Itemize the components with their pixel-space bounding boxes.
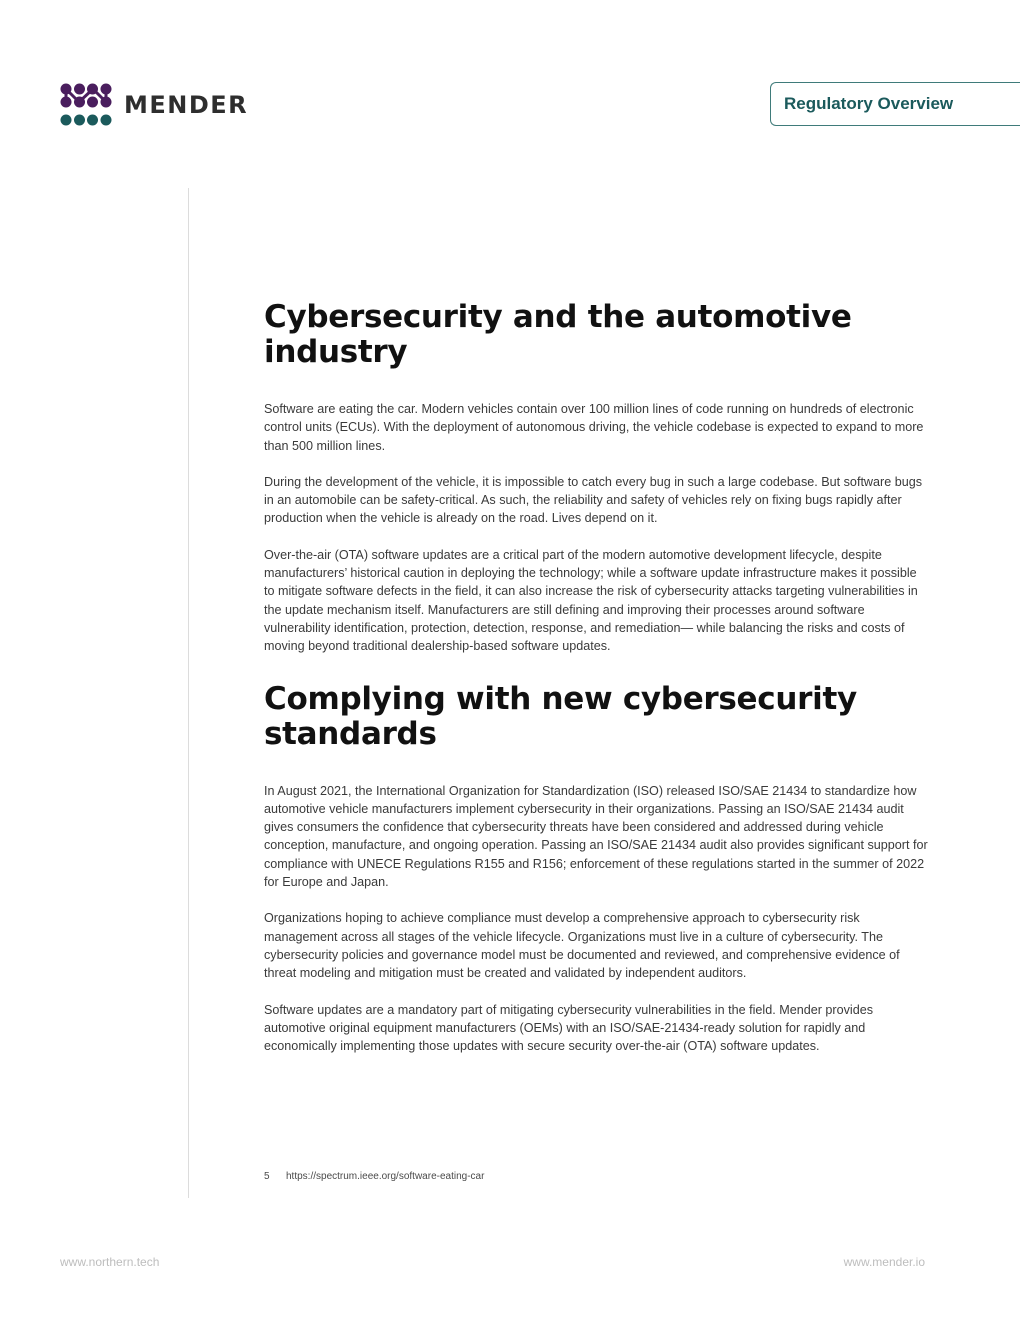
section-title-standards: Complying with new cybersecurity standards — [264, 680, 857, 752]
paragraph: Organizations hoping to achieve compliance must develop a comprehensive approach to cybersecurity risk management across all stages of the vehicle lifecycle. Organizations must live in a culture of cybersecurity. The cybersecurity policies and governance model must be documented and reviewed, and comprehensive evidence of threat modeling and mitigation must be created and validated by independent auditors. — [264, 911, 900, 981]
footer-link-mender[interactable]: www.mender.io — [843, 1255, 925, 1269]
main-content — [264, 300, 929, 1055]
footer-link-northern[interactable]: www.northern.tech — [60, 1255, 160, 1269]
logo-wordmark: MENDER — [124, 91, 249, 119]
footnote-link[interactable]: https://spectrum.ieee.org/software-eating-car — [286, 1171, 485, 1182]
mender-logo — [60, 82, 248, 128]
paragraph: Software are eating the car. Modern vehicles contain over 100 million lines of code running on hundreds of electronic control units (ECUs). With the deployment of autonomous driving, the vehicle codebase is expected to expand to more than 500 million lines. — [264, 402, 924, 453]
document-type-tag: Regulatory Overview — [770, 82, 1020, 126]
paragraph: In August 2021, the International Organization for Standardization (ISO) released ISO/SAE 21434 to standardize how automotive vehicle manufacturers implement cybersecurity in their organizations. Passing an ISO/SAE 21434 audit gives consumers the confidence that cybersecurity threats have been considered and addressed during vehicle conception, manufacture, and ongoing operation. Passing an ISO/SAE 21434 audit also provides significant support for compliance with UNECE Regulations R155 and R156; enforcement of these regulations started in the summer of 2022 for Europe and Japan. — [264, 783, 928, 890]
section-title-automotive: Cybersecurity and the automotive industry — [264, 299, 852, 370]
footnote — [264, 1171, 484, 1182]
mender-logo-icon — [60, 82, 112, 128]
paragraph: Over-the-air (OTA) software updates are a critical part of the modern automotive development lifecycle, despite manufacturers’ historical caution in deploying the technology; while a software update infrastructure makes it possible to mitigate software defects in the field, it can also increase the risk of cybersecurity attacks targeting vulnerabilities in the update mechanism itself. Manufacturers are still defining and improving their processes around software vulnerability identification, protection, detection, response, and remediation— while balancing the risks and costs of moving beyond traditional dealership-based software updates. — [264, 547, 918, 654]
vertical-divider — [188, 188, 189, 1198]
footnote-number: 5 — [264, 1171, 270, 1182]
paragraph: Software updates are a mandatory part of mitigating cybersecurity vulnerabilities in the field. Mender provides automotive original equipment manufacturers (OEMs) with an ISO/SAE-21434-ready solution for rapidly and economically implementing those updates with secure security over-the-air (OTA) software updates. — [264, 1002, 874, 1054]
paragraph: During the development of the vehicle, it is impossible to catch every bug in such a large codebase. But software bugs in an automobile can be safety-critical. As such, the reliability and safety of vehicles rely on fixing bugs rapidly after production when the vehicle is already on the road. Lives depend on it. — [264, 474, 923, 526]
